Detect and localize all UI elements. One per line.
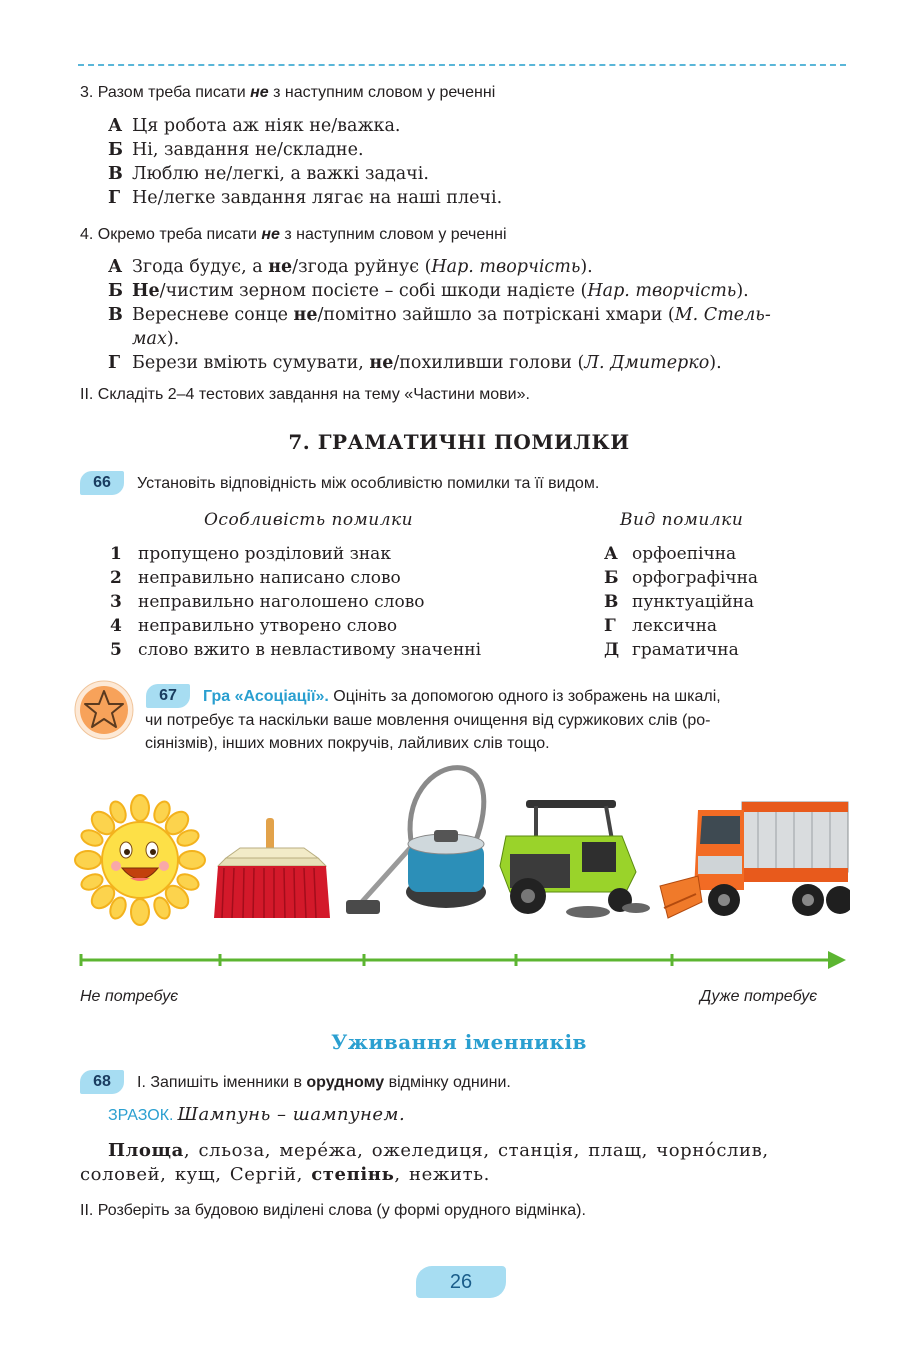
item-letter: Б: [604, 568, 619, 588]
option-text: ).: [709, 353, 722, 373]
ex66-right-item: [604, 614, 758, 638]
option-letter: В: [108, 164, 123, 184]
item-text: неправильно утворено слово: [138, 616, 398, 636]
exercise-68-words-line1: [108, 1140, 769, 1161]
item-text: орфоепічна: [632, 544, 737, 564]
task-text: I. Запишіть іменники в: [137, 1074, 307, 1091]
option-source: мах: [132, 329, 167, 349]
ex66-left-item: [110, 542, 481, 566]
ex66-right-item: [604, 638, 758, 662]
option-source: Нар. творчість: [587, 281, 737, 301]
ex66-column-left-title: Особливість помилки: [204, 510, 414, 530]
item-letter: Д: [604, 640, 620, 660]
task-text: відмінку однини.: [384, 1074, 511, 1091]
option-letter: Б: [108, 281, 123, 301]
ex66-column-right-title: Вид помилки: [620, 510, 744, 530]
exercise-68-task2: II. Розберіть за будовою виділені слова (у формі орудного відмінка).: [80, 1202, 586, 1219]
item-text: неправильно наголошено слово: [138, 592, 425, 612]
item-number: 2: [110, 568, 122, 588]
option-letter: Г: [108, 188, 121, 208]
option-letter: А: [108, 257, 123, 277]
q4-option-b: [108, 279, 749, 303]
item-letter: Г: [604, 616, 616, 636]
option-text: Не/легке завдання лягає на наші плечі.: [132, 188, 503, 208]
q4-prompt-key: не: [261, 226, 280, 243]
item-text: граматична: [632, 640, 739, 660]
sample-label: ЗРАЗОК.: [108, 1107, 174, 1124]
option-letter: Б: [108, 140, 123, 160]
q3-option-c: [108, 162, 429, 186]
ex66-right-list: [604, 542, 758, 662]
word-list: соловей, кущ, Сергій,: [80, 1164, 312, 1185]
q4-option-c-cont: [132, 327, 179, 351]
scale-label-left: Не потребує: [80, 988, 179, 1005]
subsection-title: Уживання іменників: [331, 1030, 587, 1054]
vacuum-cleaner-icon: [342, 760, 492, 922]
exercise-68-words-line2: [80, 1164, 490, 1185]
question-4-prompt: [80, 226, 507, 244]
sample-text: Шампунь – шампунем.: [177, 1104, 406, 1125]
ex66-right-item: [604, 542, 758, 566]
q4-option-c: [108, 303, 771, 327]
task-2: II. Складіть 2–4 тестових завдання на тему «Частини мови».: [80, 386, 530, 403]
highlighted-word: Площа: [108, 1140, 184, 1161]
option-source: Нар. творчість: [431, 257, 581, 277]
q3-prompt-text: 3. Разом треба писати: [80, 84, 251, 101]
item-number: 4: [110, 616, 122, 636]
exercise-66-badge: 66: [80, 471, 124, 495]
exercise-67-line2: чи потребує та наскільки ваше мовлення очищення від суржикових слів (ро-: [145, 712, 711, 729]
option-text: Ця робота аж ніяк не/важка.: [132, 116, 401, 136]
q4-option-d: [108, 351, 722, 375]
q3-prompt-key: не: [250, 84, 269, 101]
item-letter: В: [604, 592, 619, 612]
item-number: 5: [110, 640, 122, 660]
ex66-right-item: [604, 590, 758, 614]
option-source: М. Стель-: [674, 305, 771, 325]
option-letter: В: [108, 305, 123, 325]
option-letter: Г: [108, 353, 121, 373]
option-key: не: [369, 353, 394, 373]
q3-option-a: [108, 114, 400, 138]
option-text: ).: [166, 329, 180, 349]
q4-prompt-text: 4. Окремо треба писати: [80, 226, 262, 243]
exercise-68-task1: [137, 1074, 511, 1092]
ex66-right-item: [604, 566, 758, 590]
street-sweeper-icon: [496, 796, 652, 920]
item-text: лексична: [632, 616, 718, 636]
exercise-text: Оцініть за допомогою одного із зображень на шкалі,: [328, 688, 721, 705]
item-number: 3: [110, 592, 122, 612]
exercise-68-badge: 68: [80, 1070, 124, 1094]
exercise-67-line3: сіянізмів), інших мовних покручів, лайливих слів тощо.: [145, 735, 550, 752]
word-list: , нежить.: [394, 1164, 490, 1185]
option-key: Не: [132, 281, 160, 301]
page-number: 26: [416, 1266, 506, 1298]
option-source: Л. Дмитерко: [584, 353, 710, 373]
q4-option-a: [108, 255, 593, 279]
item-text: неправильно написано слово: [138, 568, 401, 588]
option-text: Згода будує, а: [132, 257, 269, 277]
highlighted-word: степінь: [311, 1164, 395, 1185]
ex66-left-list: [110, 542, 481, 662]
exercise-66-text: Установіть відповідність між особливістю помилки та її видом.: [137, 475, 600, 492]
star-icon: [74, 680, 134, 740]
option-text: Берези вміють сумувати,: [132, 353, 370, 373]
ex66-left-item: [110, 614, 481, 638]
option-text: Вересневе сонце: [132, 305, 294, 325]
scale-label-right: Дуже потребує: [700, 988, 818, 1005]
top-dashed-divider: [78, 64, 846, 66]
q4-prompt-text-end: з наступним словом у реченні: [279, 226, 507, 243]
q3-option-b: [108, 138, 364, 162]
item-text: пунктуаційна: [632, 592, 754, 612]
q3-prompt-text-end: з наступним словом у реченні: [268, 84, 496, 101]
option-text: /згода руйнує (: [292, 257, 432, 277]
option-letter: А: [108, 116, 123, 136]
game-title: Гра «Асоціації».: [203, 688, 329, 705]
option-text: ).: [580, 257, 593, 277]
exercise-67-badge: 67: [146, 684, 190, 708]
option-text: Люблю не/легкі, а важкі задачі.: [132, 164, 429, 184]
option-text: Ні, завдання не/складне.: [132, 140, 364, 160]
option-key: не: [268, 257, 293, 277]
sun-icon: [74, 794, 206, 926]
item-letter: А: [604, 544, 618, 564]
ex66-left-item: [110, 590, 481, 614]
q3-option-d: [108, 186, 502, 210]
ex66-left-item: [110, 566, 481, 590]
option-text: /похиливши голови (: [393, 353, 585, 373]
word-list: , сльоза, мере́жа, ожеледиця, станція, плащ, чорно́слив,: [183, 1140, 769, 1161]
exercise-67-line1: [203, 688, 848, 706]
task-key: орудному: [306, 1074, 385, 1091]
section-title: 7. ГРАМАТИЧНІ ПОМИЛКИ: [288, 430, 630, 454]
broom-icon: [210, 818, 334, 920]
question-3-prompt: [80, 84, 495, 102]
exercise-68-sample: [108, 1104, 405, 1125]
item-text: орфографічна: [632, 568, 759, 588]
item-text: пропущено розділовий знак: [138, 544, 391, 564]
option-text: /помітно зайшло за потріскані хмари (: [317, 305, 675, 325]
scale-arrow: [76, 948, 848, 972]
ex66-left-item: [110, 638, 481, 662]
snowplow-truck-icon: [658, 798, 850, 928]
option-text: ).: [736, 281, 749, 301]
item-number: 1: [110, 544, 122, 564]
option-key: не: [293, 305, 318, 325]
item-text: слово вжито в невластивому значенні: [138, 640, 482, 660]
option-text: /чистим зерном посієте – собі шкоди надієте (: [159, 281, 588, 301]
